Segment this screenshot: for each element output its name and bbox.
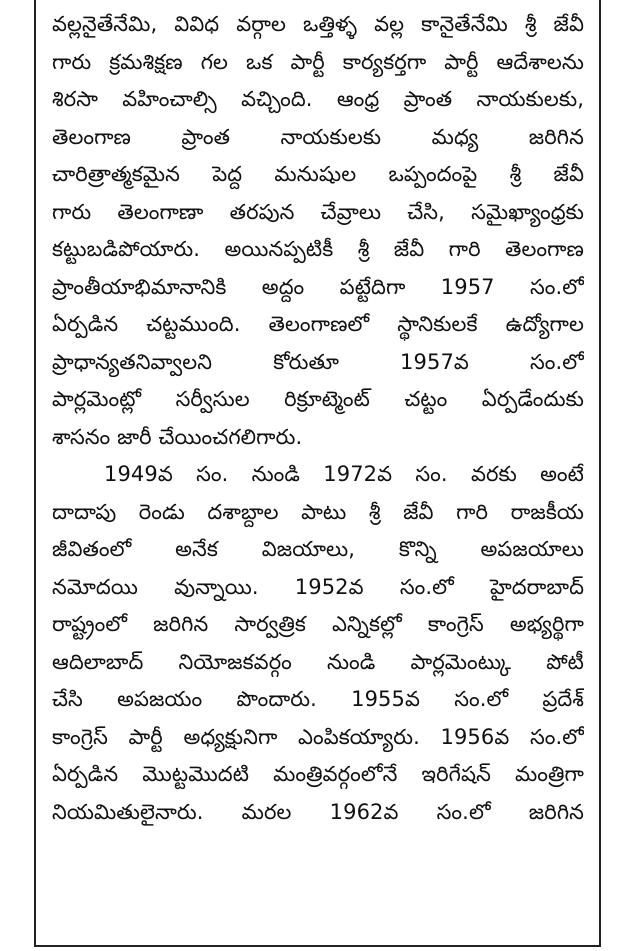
paragraph-2 [52, 456, 584, 831]
text-line: చారిత్రాత్మకమైన పెద్ద మనుషుల ఒప్పందంపై శ్రీ జేవీ [52, 162, 584, 186]
text-line: దాదాపు రెండు దశాబ్దాల పాటు శ్రీ జేవీ గారి రాజకీయ [52, 499, 584, 524]
text-line: రాష్ట్రంలో జరిగిన సార్వత్రిక ఎన్నికల్లో కాంగ్రెస్ అభ్యర్థిగా [52, 612, 584, 636]
text-line: ఏర్పడిన మొట్టమొదటి మంత్రివర్గంలోనే ఇరిగేషన్ మంత్రిగా [52, 762, 584, 786]
text-line: చేసి అపజయం పొందారు. 1955వ సం.లో ప్రదేశ్ [52, 687, 584, 711]
text-line: వల్లనైతేనేమి, వివిధ వర్గాల ఒత్తిళ్ళ వల్ల కానైతేనేమి శ్రీ జేవీ [52, 12, 584, 36]
text-line: గారు తెలంగాణా తరపున చేవ్రాలు చేసి, సమైఖ్యాంధ్రకు [52, 199, 584, 224]
text-line: గారు క్రమశిక్షణ గల ఒక పార్టీ కార్యకర్తగా పార్టీ ఆదేశాలను [52, 49, 584, 74]
text-line: పార్లమెంట్లో సర్వీసుల రిక్రూట్మెంట్ చట్టం ఏర్పడేందుకు [52, 387, 584, 411]
text-line: శాసనం జారీ చేయించగలిగారు. [52, 424, 303, 449]
text-line: ఆదిలాబాద్ నియోజకవర్గం నుండి పార్లమెంట్కు పోటీ [52, 649, 584, 674]
text-line: నియమితులైనారు. మరల 1962వ సం.లో జరిగిన [52, 799, 584, 824]
document-body [52, 6, 584, 831]
text-line: ఏర్పడిన చట్టముంది. తెలంగాణలో స్థానికులకే ఉద్యోగాల [52, 312, 584, 336]
text-line: ప్రాంతీయాభిమానానికి అద్దం పట్టేదిగా 1957 సం.లో [52, 274, 584, 299]
text-line: శిరసా వహించాల్సి వచ్చింది. ఆంధ్ర ప్రాంత నాయకులకు, [52, 87, 584, 111]
text-line: 1949వ సం. నుండి 1972వ సం. వరకు అంటే [104, 462, 584, 486]
text-line: జీవితంలో అనేక విజయాలు, కొన్ని అపజయాలు [52, 537, 584, 561]
text-line: నమోదయి వున్నాయి. 1952వ సం.లో హైదరాబాద్ [52, 574, 584, 599]
text-line: ప్రాధాన్యతనివ్వాలని కోరుతూ 1957వ సం.లో [52, 349, 584, 374]
text-line: కాంగ్రెస్ పార్టీ అధ్యక్షునిగా ఎంపికయ్యారు. 1956వ సం.లో [52, 724, 584, 749]
text-line: కట్టుబడిపోయారు. అయినప్పటికీ శ్రీ జేవీ గారి తెలంగాణ [52, 237, 584, 261]
text-line: తెలంగాణ ప్రాంత నాయకులకు మధ్య జరిగిన [52, 124, 584, 149]
paragraph-1 [52, 6, 584, 456]
